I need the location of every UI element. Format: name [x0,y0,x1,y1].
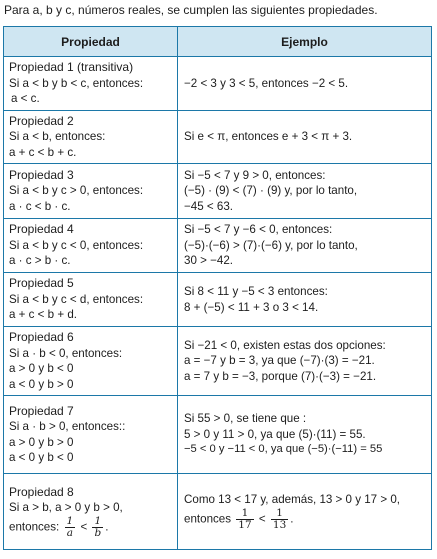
properties-table [3,26,432,550]
intro-text: Para a, b y c, números reales, se cumplen las siguientes propiedades. [4,3,378,17]
example-cell [178,219,432,273]
table-row [4,57,432,111]
example-line: Si e < π, entonces e + 3 < π + 3. [184,130,353,144]
example-line: a = −7 y b = 3, ya que (−7)·(3) = −21. [184,354,375,368]
example-cell [178,273,432,327]
property-line: a + c < b + c. [9,145,77,159]
property-line: entonces: [9,520,60,534]
example-fraction-line: entonces $\frac{1}{17}$ < $\frac{1}{13}$ . [184,506,294,531]
table-row [4,474,432,550]
example-cell [178,474,432,550]
property-cell [4,396,178,474]
example-line: Si −21 < 0, existen estas dos opciones: [184,338,386,352]
property-title: Propiedad 3 [9,167,74,182]
property-fraction-line: entonces: $\frac{1}{a}$ < $\frac{1}{b}$ . [9,514,109,539]
table-row [4,327,432,396]
property-title: Propiedad 8 [9,484,74,499]
table-row [4,219,432,273]
property-line: Si a < b y c < d, entonces: [9,292,144,306]
example-line: (−5)·(−6) > (7)·(−6) y, por lo tanto, [184,238,358,252]
example-line: 30 > −42. [184,254,233,268]
property-title: Propiedad 2 [9,113,74,128]
header-propiedad: Propiedad [4,27,178,57]
example-line: −45 < 63. [184,199,233,213]
property-line: a · c < b · c. [9,199,71,213]
fraction: $\frac{1}{13}$ [272,506,287,531]
less-than-sign: < [80,520,88,534]
example-cell [178,327,432,396]
table-row [4,396,432,474]
example-line: −5 < 0 y −11 < 0, ya que (−5)·(−11) = 55 [184,443,383,456]
property-line: Si a < b, entonces: [9,130,106,144]
example-line: a = 7 y b = −3, porque (7)·(−3) = −21. [184,369,377,383]
property-line: a < 0 y b < 0 [9,451,74,464]
example-cell [178,57,432,111]
example-line: (−5) · (9) < (7) · (9) y, por lo tanto, [184,184,358,198]
property-cell [4,474,178,550]
example-line: Como 13 < 17 y, además, 13 > 0 y 17 > 0, [184,493,401,507]
example-line: Si −5 < 7 y −6 < 0, entonces: [184,223,333,237]
property-line: Si a > b, a > 0 y b > 0, [9,501,123,514]
property-line: Si a · b < 0, entonces: [9,346,123,360]
table-row [4,273,432,327]
property-title: Propiedad 1 (transitiva) [9,60,134,75]
example-line: Si 55 > 0, se tiene que : [184,412,307,426]
property-title: Propiedad 4 [9,222,74,237]
fraction: $\frac{1}{a}$ [66,514,74,539]
property-line: a · c > b · c. [9,254,71,268]
property-line: Si a · b > 0, entonces:: [9,420,126,433]
property-title: Propiedad 7 [9,403,74,418]
property-cell [4,219,178,273]
fraction: $\frac{1}{b}$ [94,514,102,539]
property-line: a > 0 y b > 0 [9,435,74,449]
example-line: Si 8 < 11 y −5 < 3 entonces: [184,285,328,298]
fraction: $\frac{1}{17}$ [238,506,252,531]
table-row [4,164,432,219]
example-cell [178,111,432,164]
property-line: a < c. [11,92,40,106]
example-line: 5 > 0 y 11 > 0, ya que (5)·(11) = 55. [184,427,366,441]
property-line: Si a < b y c > 0, entonces: [9,184,144,198]
property-title: Propiedad 6 [9,330,74,344]
property-title: Propiedad 5 [9,276,74,291]
example-line: 8 + (−5) < 11 + 3 o 3 < 14. [184,300,319,314]
example-cell [178,396,432,474]
property-cell [4,57,178,111]
property-line: Si a < b y c < 0, entonces: [9,238,144,252]
property-cell [4,164,178,219]
table-header-row [4,27,432,57]
property-cell [4,327,178,396]
property-cell [4,273,178,327]
property-cell [4,111,178,164]
property-line: a + c < b + d. [9,308,78,322]
property-line: a < 0 y b > 0 [9,377,74,391]
table-row [4,111,432,164]
example-line: −2 < 3 y 3 < 5, entonces −2 < 5. [184,76,349,90]
header-ejemplo: Ejemplo [178,27,432,57]
less-than-sign: < [258,512,266,526]
example-line: Si −5 < 7 y 9 > 0, entonces: [184,168,326,182]
example-line: entonces [184,512,232,526]
property-line: a > 0 y b < 0 [9,362,74,375]
property-line: Si a < b y b < c, entonces: [9,76,144,90]
example-cell [178,164,432,219]
